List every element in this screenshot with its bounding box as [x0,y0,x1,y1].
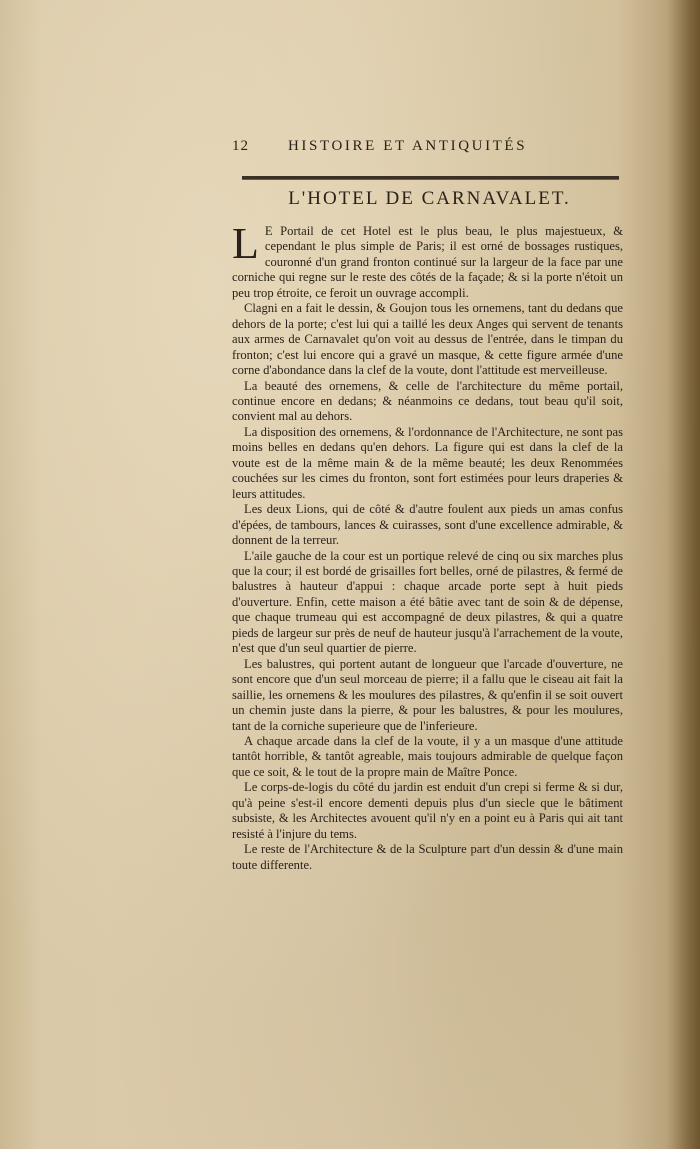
paragraph: Le corps-de-logis du côté du jardin est enduit d'un crepi si ferme & si dur, qu'à peine s'est-il encore dementi depuis plus d'un siecle que le bâtiment subsiste, & les Architectes avouent qu'il n'y en a point eu à Paris qui ait tant resisté à l'injure du tems. [232,780,623,841]
page-number: 12 [232,138,249,154]
chapter-title: L'HOTEL DE CARNAVALET. [288,188,571,209]
paragraph: L'aile gauche de la cour est un portique relevé de cinq ou six marches plus que la cour; il est bordé de grisailles fort belles, orné de pilastres, & fermé de balustres à hauteur d'appui : chaque arcade porte sept à huit pieds d'ouverture. Enfin, cette maison a été bâtie avec tant de soin & de dépense, que chaque trumeau qui est accompagné de deux pilastres, & qui a quatre pieds de largeur sur près de neuf de hauteur jusqu'à l'arrachement de la voute, n'est que d'un seul quartier de pierre. [232,548,623,656]
paragraph: La beauté des ornemens, & celle de l'architecture du même portail, continue encore en dedans; & néanmoins ce dedans, tout beau qu'il soit, convient mal au dehors. [232,378,623,424]
paragraph-text: E Portail de cet Hotel est le plus beau, le plus majestueux, & cependant le plus simple de Paris; il est orné de bossages rustiques, couronné d'un grand fronton continué sur la largeur de la face par une corniche qui regne sur le reste des côtés de la façade; & si la porte n'étoit un peu trop étroite, ce feroit un ouvrage accompli. [232,224,623,300]
drop-cap: L [232,219,259,268]
paragraph: Les deux Lions, qui de côté & d'autre foulent aux pieds un amas confus d'épées, de tambours, lances & cuirasses, sont d'une excellence admirable, & donnent de la terreur. [232,502,623,548]
body-text [232,219,623,873]
paragraph: La disposition des ornemens, & l'ordonnance de l'Architecture, ne sont pas moins belles en dedans qu'en dehors. La figure qui est dans la clef de la voute est de la même main & de la même beauté; les deux Renommées couchées sur les cimes du fronton, sont fort estimées pour leurs draperies & leurs attitudes. [232,424,623,501]
header-rule [242,176,619,180]
paragraph: Les balustres, qui portent autant de longueur que l'arcade d'ouverture, ne sont encore que d'un seul morceau de pierre; il a fallu que le ciseau ait fait la saillie, les ornemens & les moulures des pilastres, & qu'enfin il se soit ouvert un chemin juste dans la pierre, & pour les balustres, & pour les moulures, tant de la corniche superieure que de l'inferieure. [232,656,623,733]
paragraph: Clagni en a fait le dessin, & Goujon tous les ornemens, tant du dedans que dehors de la porte; c'est lui qui a taillé les deux Anges qui servent de tenants aux armes de Carnavalet qu'on voit au dessus de l'entrée, dans le timpan du fronton; c'est lui encore qui a gravé un masque, & cette figure armée d'une corne d'abondance dans la clef de la voute, dont l'attitude est merveilleuse. [232,301,623,378]
paragraph: Le reste de l'Architecture & de la Sculpture part d'un dessin & d'une main toute differente. [232,842,623,872]
page-edge-shadow [666,0,700,1149]
paragraph: A chaque arcade dans la clef de la voute, il y a un masque d'une attitude tantôt horrible, & tantôt agreable, mais toujours admirable de quelque façon que ce soit, & le tout de la propre main de Maître Ponce. [232,733,623,779]
paragraph [232,219,623,301]
running-head: HISTOIRE ET ANTIQUITÉS [288,138,528,154]
